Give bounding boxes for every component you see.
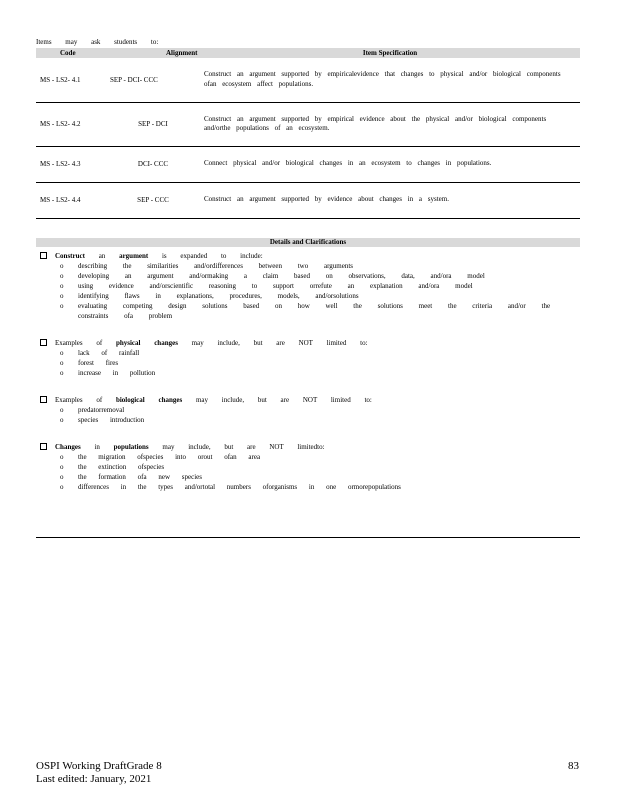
square-bullet-icon xyxy=(40,396,47,403)
row-alignment: SEP - DCI xyxy=(106,102,200,146)
page-footer xyxy=(36,760,162,786)
list-item: o the extinction ofspecies xyxy=(60,463,165,471)
list-item: o increase in pollution xyxy=(60,369,156,377)
list-item: o the formation ofa new species xyxy=(60,473,202,481)
intro-text: Items may ask students to: xyxy=(36,38,159,46)
list-item: o using evidence and/orscientific reasoning to support orrefute an explanation and/ora model xyxy=(60,282,473,290)
list-item: o predatorremoval xyxy=(60,406,125,414)
row-specification: Connect physical and/or biological changes in an ecosystem to changes in populations. xyxy=(200,146,580,182)
row-code: MS - LS2- 4.4 xyxy=(36,182,106,218)
details-heading: Details and Clarifications xyxy=(36,238,580,247)
row-specification: Construct an argument supported by empiricalevidence that changes to physical and/or biological components ofan ecosystem affect populations. xyxy=(200,58,580,102)
list-item: o identifying flaws in explanations, procedures, models, and/orsolutions xyxy=(60,292,359,300)
table-row xyxy=(36,182,580,218)
row-code: MS - LS2- 4.2 xyxy=(36,102,106,146)
page-number: 83 xyxy=(568,760,579,772)
list-item: o lack of rainfall xyxy=(60,349,140,357)
item-specification-table xyxy=(36,48,580,219)
bullet-lead: Examples of biological changes may include, but are NOT limited to: xyxy=(40,395,576,405)
row-specification: Construct an argument supported by evidence about changes in a system. xyxy=(200,182,580,218)
list-item: o developing an argument and/ormaking a claim based on observations, data, and/ora model xyxy=(60,272,485,280)
header-code: Code xyxy=(36,48,106,58)
row-code: MS - LS2- 4.3 xyxy=(36,146,106,182)
details-section xyxy=(40,251,576,509)
bullet-lead: Construct an argument is expanded to include: xyxy=(40,251,576,261)
table-header-row xyxy=(36,48,580,58)
square-bullet-icon xyxy=(40,443,47,450)
list-item: o describing the similarities and/ordifferences between two arguments xyxy=(60,262,354,270)
table-row xyxy=(36,58,580,102)
details-block xyxy=(40,338,576,378)
row-alignment: SEP - CCC xyxy=(106,182,200,218)
footer-last-edited: Last edited: January, 2021 xyxy=(36,773,152,785)
bullet-lead: Examples of physical changes may include, but are NOT limited to: xyxy=(40,338,576,348)
square-bullet-icon xyxy=(40,252,47,259)
details-block xyxy=(40,251,576,321)
list-item: o forest fires xyxy=(60,359,119,367)
header-item-specification: Item Specification xyxy=(200,48,580,58)
list-item: o evaluating competing design solutions based on how well the solutions meet the criteria and/or the constraints ofa problem xyxy=(60,302,551,320)
square-bullet-icon xyxy=(40,339,47,346)
row-alignment: DCI- CCC xyxy=(106,146,200,182)
details-block xyxy=(40,395,576,425)
list-item: o the migration ofspecies into orout ofan area xyxy=(60,453,261,461)
row-alignment: SEP - DCI- CCC xyxy=(106,58,200,102)
table-row xyxy=(36,146,580,182)
details-block xyxy=(40,442,576,492)
section-divider xyxy=(36,537,580,538)
header-alignment: Alignment xyxy=(106,48,200,58)
list-item: o species introduction xyxy=(60,416,145,424)
table-row xyxy=(36,102,580,146)
bullet-lead: Changes in populations may include, but are NOT limitedto: xyxy=(40,442,576,452)
row-specification: Construct an argument supported by empirical evidence about the physical and/or biological components and/orthe populations of an ecosystem. xyxy=(200,102,580,146)
list-item: o differences in the types and/ortotal numbers oforganisms in one ormorepopulations xyxy=(60,483,401,491)
footer-draft-label: OSPI Working DraftGrade 8 xyxy=(36,760,162,772)
row-code: MS - LS2- 4.1 xyxy=(36,58,106,102)
